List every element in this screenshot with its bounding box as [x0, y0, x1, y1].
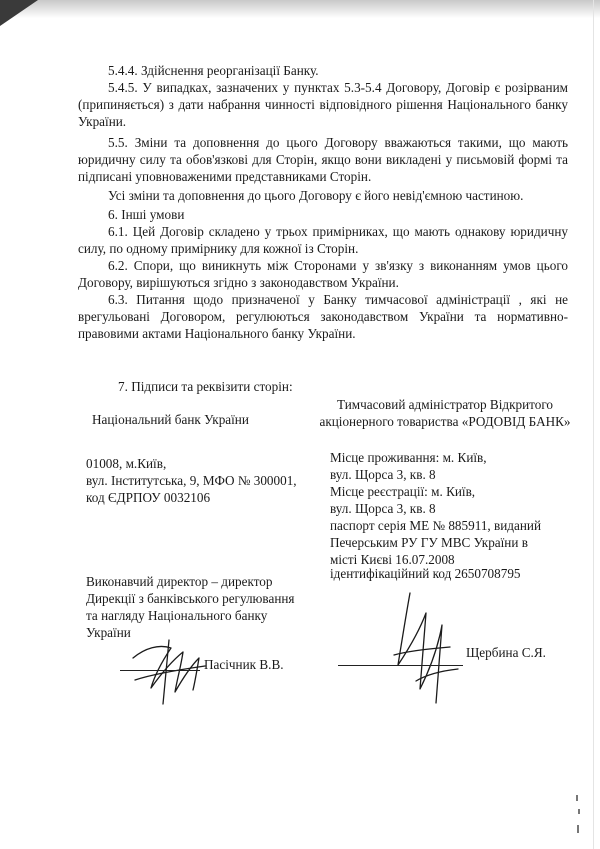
- clause-5-4-5: 5.4.5. У випадках, зазначених у пунктах 5.3-5.4 Договору, Договір є розірваним (припиняється) з дати набрання чинності відповідного рішення Національного банку України.: [78, 80, 568, 129]
- title-line: та нагляду Національного банку: [86, 608, 268, 623]
- address-line: паспорт серія МЕ № 885911, виданий: [330, 518, 542, 533]
- left-party-name: Національний банк України: [92, 412, 249, 427]
- clause-6-1: 6.1. Цей Договір складено у трьох примірниках, що мають однакову юридичну силу, по одному примірнику для кожної із Сторін.: [78, 224, 568, 256]
- section-7-heading: 7. Підписи та реквізити сторін:: [118, 379, 293, 394]
- scan-edge: [593, 0, 594, 849]
- right-party-name-line: Тимчасовий адміністратор Відкритого: [336, 397, 554, 412]
- left-signer-name: Пасічник В.В.: [204, 657, 284, 672]
- clause-5-4-4: 5.4.4. Здійснення реорганізації Банку.: [108, 63, 319, 78]
- address-line: Місце проживання: м. Київ,: [330, 450, 487, 465]
- right-party-name-line: акціонерного товариства «РОДОВІД БАНК»: [319, 414, 571, 429]
- address-line: Печерським РУ ГУ МВС України в: [330, 535, 528, 550]
- right-party-name: [300, 396, 590, 430]
- contract-body: [78, 62, 568, 342]
- title-line: Дирекції з банківського регулювання: [86, 591, 295, 606]
- address-line: Місце реєстрації: м. Київ,: [330, 484, 476, 499]
- left-signature-line: [120, 670, 200, 671]
- left-party-address: [86, 455, 316, 506]
- address-line: вул. Щорса 3, кв. 8: [330, 467, 436, 482]
- address-line: місті Києві 16.07.2008: [330, 552, 455, 567]
- right-signer-name: Щербина С.Я.: [466, 645, 546, 660]
- scan-specks: [576, 795, 582, 835]
- right-signature: [380, 585, 470, 715]
- clause-amendments: Усі зміни та доповнення до цього Договору є його невід'ємною частиною.: [108, 188, 524, 203]
- clause-5-5: 5.5. Зміни та доповнення до цього Договору вважаються такими, що мають юридичну силу та обов'язкові для Сторін, якщо вони викладені у письмовій формі та підписані уповноваженими представниками Сторін.: [78, 135, 568, 184]
- right-signature-line: [338, 665, 463, 666]
- right-party-address: [330, 449, 580, 568]
- title-line: України: [86, 625, 131, 640]
- title-line: Виконавчий директор – директор: [86, 574, 273, 589]
- address-line: 01008, м.Київ,: [86, 456, 167, 471]
- address-line: код ЄДРПОУ 0032106: [86, 490, 211, 505]
- section-6-heading: 6. Інші умови: [108, 207, 185, 222]
- corner-fold: [0, 0, 38, 26]
- address-line: вул. Щорса 3, кв. 8: [330, 501, 436, 516]
- clause-6-3: 6.3. Питання щодо призначеної у Банку тимчасової адміністрації , які не врегульовані Договором, регулюються законодавством України та нормативно-правовими актами Національного банку України.: [78, 292, 568, 341]
- address-line: вул. Інститутська, 9, МФО № 300001,: [86, 473, 297, 488]
- scan-shadow: [0, 0, 600, 18]
- right-id-code: ідентифікаційний код 2650708795: [330, 566, 521, 581]
- clause-6-2: 6.2. Спори, що виникнуть між Сторонами у зв'язку з виконанням умов цього Договору, вирішуються згідно з законодавством України.: [78, 258, 568, 290]
